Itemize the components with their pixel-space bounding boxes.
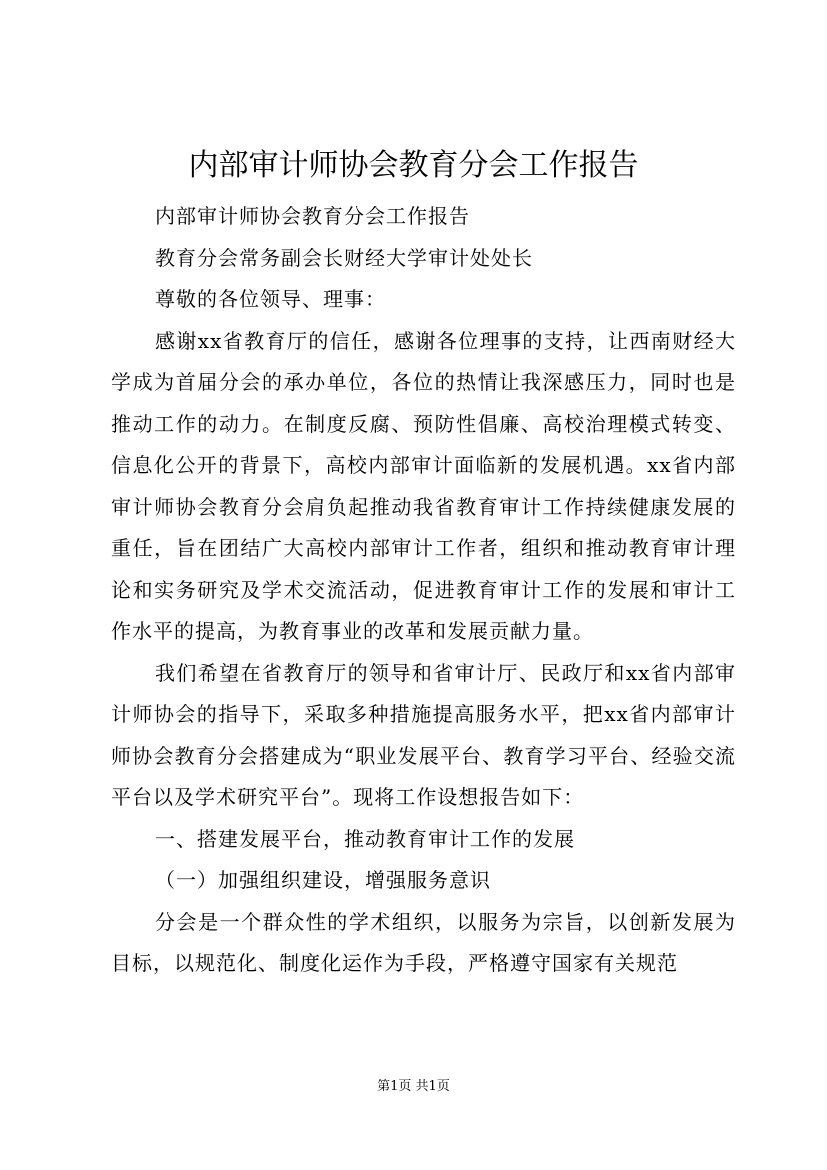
document-title: 内部审计师协会教育分会工作报告: [188, 148, 639, 183]
paragraph-salutation: 尊敬的各位领导、理事：: [155, 287, 386, 311]
paragraph-author: 教育分会常务副会长财经大学审计处处长: [155, 245, 533, 270]
page-footer: 第1页 共1页: [377, 1079, 450, 1094]
paragraph-body: 分会是一个群众性的学术组织，以服务为宗旨，以创新发展为目标，以规范化、制度化运作为手段，严格遵守国家有关规范: [111, 909, 736, 975]
subsection-heading: （一）加强组织建设，增强服务意识: [155, 868, 491, 892]
paragraph-subtitle: 内部审计师协会教育分会工作报告: [155, 204, 470, 228]
document-body: [111, 196, 736, 985]
paragraph-body: 我们希望在省教育厅的领导和省审计厅、民政厅和xx省内部审计师协会的指导下，采取多种措施提高服务水平，把xx省内部审计师协会教育分会搭建成为“职业发展平台、教育学习平台、经验交流平台以及学术研究平台”。现将工作设想报告如下：: [111, 660, 736, 809]
paragraph-body: 感谢xx省教育厅的信任，感谢各位理事的支持，让西南财经大学成为首届分会的承办单位，各位的热情让我深感压力，同时也是推动工作的动力。在制度反腐、预防性倡廉、高校治理模式转变、信息化公开的背景下，高校内部审计面临新的发展机遇。xx省内部审计师协会教育分会肩负起推动我省教育审计工作持续健康发展的重任，旨在团结广大高校内部审计工作者，组织和推动教育审计理论和实务研究及学术交流活动，促进教育审计工作的发展和审计工作水平的提高，为教育事业的改革和发展贡献力量。: [111, 328, 736, 643]
section-heading: 一、搭建发展平台，推动教育审计工作的发展: [155, 826, 575, 851]
